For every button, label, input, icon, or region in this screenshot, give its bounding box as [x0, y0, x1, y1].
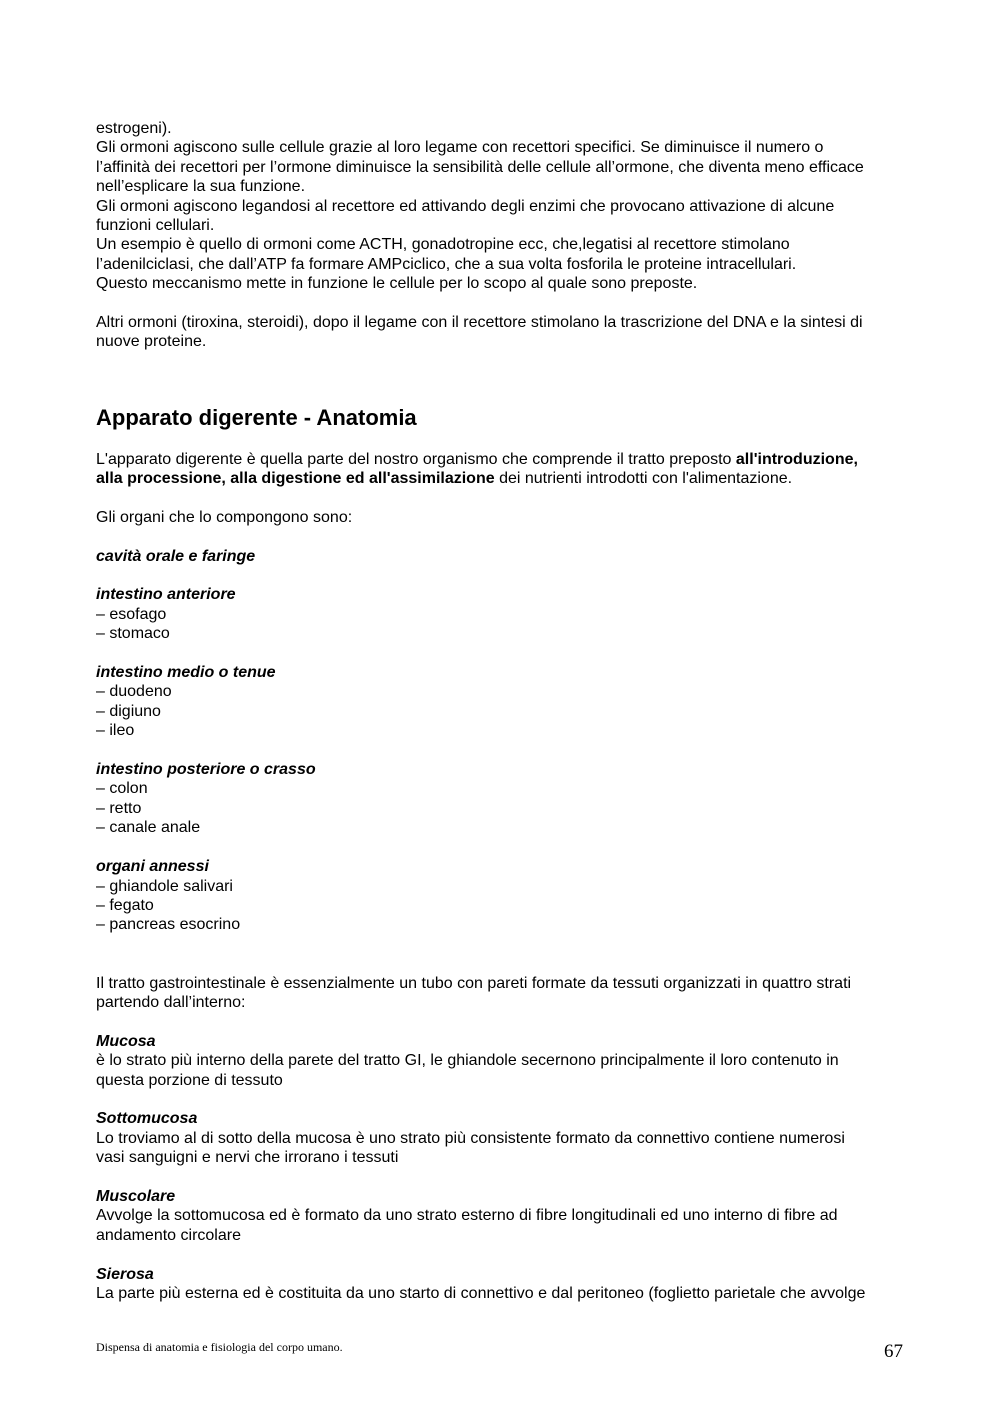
layer-title: Sottomucosa — [96, 1110, 198, 1128]
organ-group-title: intestino medio o tenue — [96, 664, 276, 682]
text-line: Avvolge la sottomucosa ed è formato da uno strato esterno di fibre longitudinali ed uno interno di fibre ad — [96, 1207, 838, 1225]
list-item: – colon — [96, 780, 148, 798]
layer-title: Mucosa — [96, 1032, 156, 1050]
organ-group — [96, 857, 908, 935]
list-item: – esofago — [96, 605, 167, 623]
organ-group-title: intestino anteriore — [96, 586, 236, 604]
definition-text: dei nutrienti introdotti con l'alimentazione. — [494, 470, 793, 488]
text-line: Altri ormoni (tiroxina, steroidi), dopo il legame con il recettore stimolano la trascrizione del DNA e la sintesi di — [96, 314, 863, 332]
layer-title: Sierosa — [96, 1265, 154, 1283]
text-line — [96, 469, 908, 488]
layer-section — [96, 1265, 908, 1304]
layer-section — [96, 1187, 908, 1245]
text-line: Lo troviamo al di sotto della mucosa è uno strato più consistente formato da connettivo contiene numerosi — [96, 1129, 845, 1147]
text-line: l’adenilciclasi, che dall’ATP fa formare AMPciclico, che a sua volta fosforila le proteine intracellulari. — [96, 255, 797, 273]
text-line: l’affinità dei recettori per l’ormone diminuisce la sensibilità delle cellule all’ormone, che diventa meno efficace — [96, 158, 864, 176]
list-item: – canale anale — [96, 819, 201, 837]
page-number: 67 — [884, 1341, 903, 1362]
organ-group-title: intestino posteriore o crasso — [96, 761, 316, 779]
list-item: – digiuno — [96, 702, 161, 720]
text-line: Questo meccanismo mette in funzione le cellule per lo scopo al quale sono preposte. — [96, 275, 698, 293]
page-content — [96, 119, 908, 1303]
layer-section — [96, 1109, 908, 1167]
definition-text: L'apparato digerente è quella parte del nostro organismo che comprende il tratto preposto — [96, 450, 736, 468]
list-item: – duodeno — [96, 683, 172, 701]
text-line: Un esempio è quello di ormoni come ACTH, gonadotropine ecc, che,legatisi al recettore stimolano — [96, 236, 790, 254]
list-item: – pancreas esocrino — [96, 916, 241, 934]
layer-section — [96, 1032, 908, 1090]
text-line: vasi sanguigni e nervi che irrorano i tessuti — [96, 1149, 399, 1167]
footer-title: Dispensa di anatomia e fisiologia del corpo umano. — [96, 1340, 343, 1354]
list-item: – retto — [96, 799, 142, 817]
text-line: Gli ormoni agiscono sulle cellule grazie al loro legame con recettori specifici. Se diminuisce il numero o — [96, 139, 824, 157]
tract-intro-paragraph — [96, 974, 908, 1013]
text-line: estrogeni). — [96, 120, 172, 137]
text-line: La parte più esterna ed è costituita da uno starto di connettivo e dal peritoneo (foglietto parietale che avvolge — [96, 1284, 866, 1302]
text-line: Gli ormoni agiscono legandosi al recettore ed attivando degli enzimi che provocano attivazione di alcune — [96, 197, 835, 215]
text-line: andamento circolare — [96, 1226, 241, 1244]
organ-group — [96, 760, 908, 838]
organ-group — [96, 663, 908, 741]
text-line: partendo dall’interno: — [96, 993, 246, 1011]
organ-group-title: organi annessi — [96, 858, 209, 876]
definition-bold-text: alla processione, alla digestione ed all'assimilazione — [96, 470, 495, 488]
layer-title: Muscolare — [96, 1187, 176, 1205]
definition-paragraph — [96, 450, 908, 489]
list-item: – ghiandole salivari — [96, 877, 233, 895]
organ-group — [96, 585, 908, 643]
other-hormones-paragraph — [96, 313, 908, 352]
list-item: – fegato — [96, 896, 154, 914]
definition-bold-text: all'introduzione, — [735, 450, 858, 468]
text-line — [96, 450, 908, 469]
text-line: funzioni cellulari. — [96, 217, 215, 235]
organ-group-title: cavità orale e faringe — [96, 547, 256, 565]
organs-intro: Gli organi che lo compongono sono: — [96, 508, 353, 526]
organ-group — [96, 547, 908, 566]
text-line: questa porzione di tessuto — [96, 1071, 283, 1089]
list-item: – stomaco — [96, 625, 170, 643]
text-line: Il tratto gastrointestinale è essenzialmente un tubo con pareti formate da tessuti organizzati in quattro strati — [96, 974, 852, 992]
text-line: nuove proteine. — [96, 333, 207, 351]
section-title: Apparato digerente - Anatomia — [96, 404, 417, 430]
text-line: è lo strato più interno della parete del tratto GI, le ghiandole secernono principalmente il loro contenuto in — [96, 1052, 839, 1070]
intro-paragraph — [96, 119, 908, 294]
text-line: nell’esplicare la sua funzione. — [96, 178, 306, 196]
list-item: – ileo — [96, 722, 135, 740]
